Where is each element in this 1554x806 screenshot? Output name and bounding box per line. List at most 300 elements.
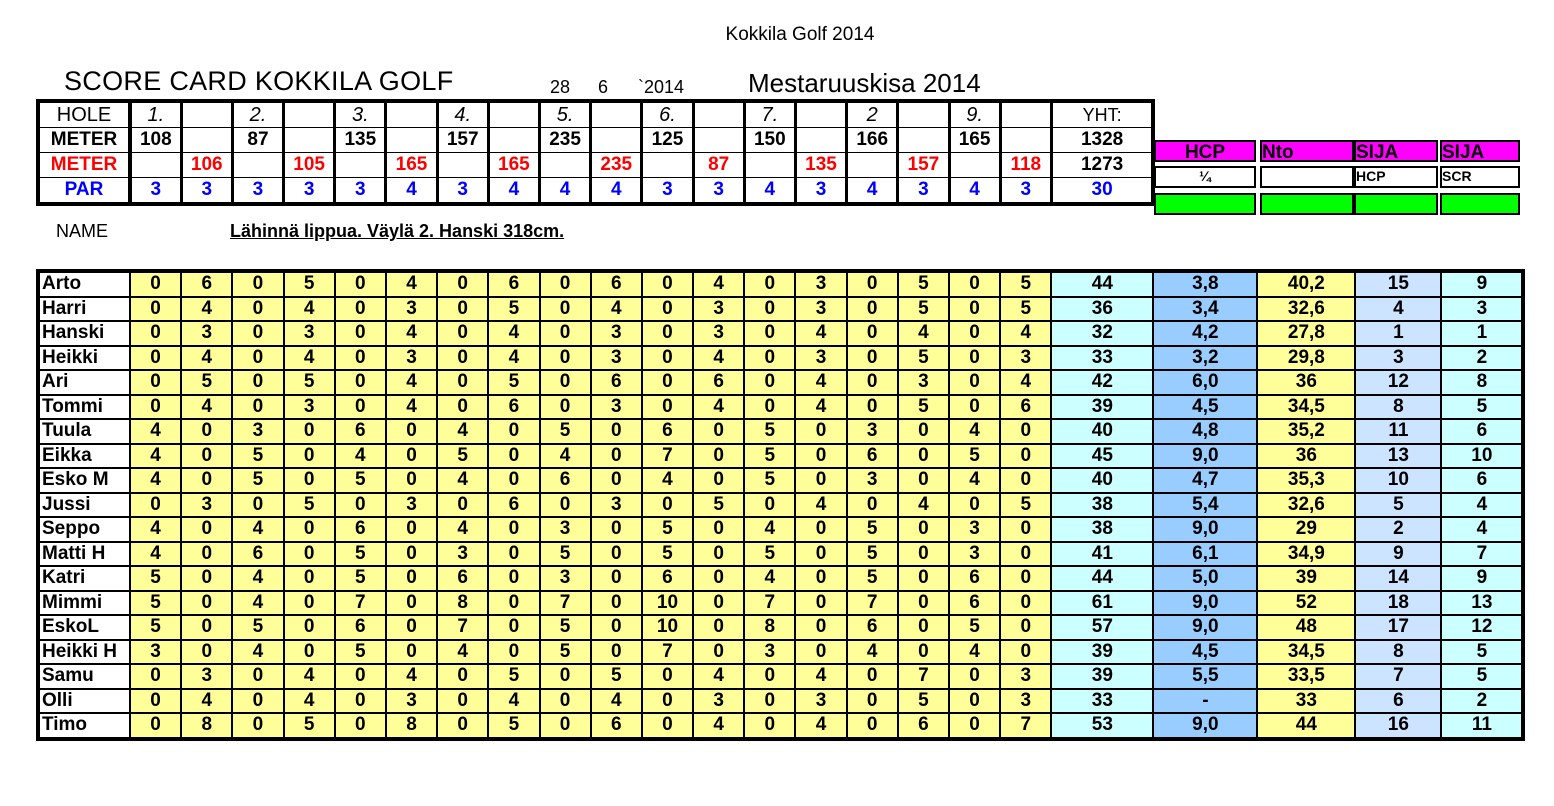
meter-white-cell [488,128,539,153]
hole-score: 0 [437,271,488,297]
player-hcp: 3,2 [1153,346,1257,371]
hole-score: 3 [284,321,335,346]
hole-score: 4 [284,689,335,714]
player-hcp: 5,5 [1153,664,1257,689]
player-total: 39 [1051,664,1153,689]
hole-score: 0 [642,493,693,518]
meter-red-cell [232,153,283,178]
hole-score: 7 [642,444,693,469]
player-name: Olli [38,689,130,714]
player-net: 48 [1257,615,1355,640]
hole-score: 0 [1000,566,1051,591]
player-rank-scr: 5 [1441,664,1523,689]
player-net: 35,3 [1257,468,1355,493]
hole-score: 7 [437,615,488,640]
hole-score: 5 [847,542,898,567]
hole-score: 0 [591,542,642,567]
hole-score: 6 [591,271,642,297]
player-row [38,542,1523,567]
hole-score: 6 [437,566,488,591]
hole-score: 4 [488,346,539,371]
player-total: 53 [1051,713,1153,739]
meter-red-cell [949,153,1000,178]
player-rank-hcp: 12 [1355,370,1441,395]
hole-score: 0 [540,689,591,714]
hole-score: 0 [795,542,846,567]
player-net: 39 [1257,566,1355,591]
player-net: 29,8 [1257,346,1355,371]
hole-score: 0 [232,370,283,395]
hole-score: 0 [744,370,795,395]
meter-white-cell [386,128,437,153]
meter-white-total: 1328 [1051,128,1153,153]
hole-score: 5 [232,468,283,493]
par-cell: 3 [284,178,335,205]
par-label: PAR [38,178,130,205]
hole-total: YHT: [1051,101,1153,128]
hole-score: 5 [847,517,898,542]
hole-score: 5 [642,517,693,542]
hole-score: 4 [232,566,283,591]
hole-score: 5 [898,271,949,297]
meter-white-cell: 125 [642,128,693,153]
hole-score: 0 [642,713,693,739]
player-hcp: 5,0 [1153,566,1257,591]
hole-score: 0 [847,346,898,371]
hole-score: 4 [181,395,232,420]
event-title: Mestaruuskisa 2014 [748,68,981,98]
hole-score: 0 [540,370,591,395]
hole-score: 0 [642,297,693,322]
hole-score: 0 [181,444,232,469]
hole-score: 3 [847,419,898,444]
hole-score: 6 [642,566,693,591]
player-hcp: 9,0 [1153,615,1257,640]
hole-score: 3 [795,271,846,297]
hole-score: 0 [181,566,232,591]
hole-score: 0 [693,517,744,542]
hole-score: 4 [795,713,846,739]
hole-score: 4 [795,664,846,689]
hole-score: 0 [181,615,232,640]
player-name: Seppo [38,517,130,542]
hole-score: 5 [642,542,693,567]
hole-score: 0 [232,321,283,346]
hole-score: 0 [949,689,1000,714]
hole-score: 7 [335,591,386,616]
hole-score: 0 [693,419,744,444]
hole-score: 6 [488,493,539,518]
hole-score: 0 [488,542,539,567]
hole-score: 0 [591,444,642,469]
sija-hcp-sub-label: HCP [1356,168,1386,184]
hole-score: 0 [130,370,181,395]
meter-white-cell [591,128,642,153]
hole-score: 0 [898,640,949,665]
par-cell: 3 [130,178,181,205]
hole-score: 4 [232,517,283,542]
hole-cell [284,101,335,128]
hole-score: 4 [898,321,949,346]
player-rank-scr: 11 [1441,713,1523,739]
hole-score: 0 [540,321,591,346]
player-row [38,689,1523,714]
hole-score: 0 [488,615,539,640]
hole-score: 5 [335,566,386,591]
par-cell: 4 [386,178,437,205]
player-rank-hcp: 10 [1355,468,1441,493]
meter-red-cell: 87 [693,153,744,178]
hole-score: 4 [693,346,744,371]
hole-score: 0 [284,444,335,469]
hcp-header [1154,140,1256,162]
hole-cell [181,101,232,128]
player-row [38,297,1523,322]
hole-score: 0 [642,321,693,346]
player-hcp: 4,7 [1153,468,1257,493]
hole-score: 10 [642,591,693,616]
hole-score: 5 [1000,271,1051,297]
hole-score: 0 [335,493,386,518]
hole-score: 4 [642,468,693,493]
player-hcp: 4,5 [1153,640,1257,665]
hole-score: 0 [540,664,591,689]
hole-score: 0 [1000,419,1051,444]
hole-score: 0 [642,271,693,297]
hole-score: 4 [949,640,1000,665]
hole-score: 0 [488,468,539,493]
par-cell: 4 [488,178,539,205]
meter-white-cell: 235 [540,128,591,153]
player-name: Samu [38,664,130,689]
hole-score: 0 [181,542,232,567]
hole-score: 0 [847,321,898,346]
player-total: 38 [1051,493,1153,518]
hole-score: 8 [181,713,232,739]
hole-score: 0 [284,542,335,567]
hole-score: 0 [1000,542,1051,567]
hole-score: 4 [693,271,744,297]
hole-score: 0 [795,444,846,469]
meter-red-cell: 135 [795,153,846,178]
player-rank-hcp: 16 [1355,713,1441,739]
hole-score: 0 [847,493,898,518]
player-rank-hcp: 15 [1355,271,1441,297]
hole-score: 0 [488,517,539,542]
par-cell: 3 [795,178,846,205]
hole-score: 0 [1000,591,1051,616]
player-name: Hanski [38,321,130,346]
par-cell: 4 [744,178,795,205]
hole-score: 0 [232,297,283,322]
player-rank-hcp: 5 [1355,493,1441,518]
hole-score: 3 [795,346,846,371]
hole-score: 5 [335,468,386,493]
player-hcp: 5,4 [1153,493,1257,518]
player-rank-hcp: 13 [1355,444,1441,469]
player-name: Tommi [38,395,130,420]
hole-score: 7 [847,591,898,616]
hole-score: 6 [693,370,744,395]
hole-score: 0 [744,713,795,739]
hole-score: 0 [386,566,437,591]
hole-score: 4 [130,517,181,542]
hole-score: 0 [130,493,181,518]
hole-score: 4 [232,591,283,616]
hole-score: 5 [540,640,591,665]
hole-score: 3 [744,640,795,665]
meter-red-cell: 157 [898,153,949,178]
hole-score: 6 [335,517,386,542]
hole-score: 10 [642,615,693,640]
meter-white-cell: 157 [437,128,488,153]
hole-cell: 5. [540,101,591,128]
scorecard-date [550,77,684,98]
hole-score: 0 [488,566,539,591]
hole-score: 0 [795,640,846,665]
hole-score: 0 [232,271,283,297]
hole-score: 0 [744,297,795,322]
hole-score: 0 [642,395,693,420]
hole-score: 0 [1000,615,1051,640]
hole-score: 5 [488,370,539,395]
meter-red-cell: 235 [591,153,642,178]
player-net: 33,5 [1257,664,1355,689]
player-rank-scr: 6 [1441,419,1523,444]
hole-score: 0 [847,664,898,689]
hole-score: 0 [232,664,283,689]
hole-score: 5 [130,615,181,640]
hole-score: 3 [386,346,437,371]
hole-score: 3 [795,297,846,322]
hole-score: 0 [591,615,642,640]
hole-score: 0 [744,346,795,371]
player-rank-scr: 13 [1441,591,1523,616]
hole-score: 5 [540,542,591,567]
hole-score: 4 [795,321,846,346]
player-row [38,713,1523,739]
par-cell: 3 [1000,178,1051,205]
hole-score: 5 [898,395,949,420]
hole-score: 0 [335,395,386,420]
hole-score: 5 [335,542,386,567]
hole-score: 0 [744,271,795,297]
player-total: 32 [1051,321,1153,346]
hole-score: 5 [284,493,335,518]
hole-score: 3 [1000,689,1051,714]
hole-score: 0 [130,321,181,346]
hole-score: 0 [642,689,693,714]
hole-score: 0 [744,664,795,689]
meter-red-total: 1273 [1051,153,1153,178]
player-rank-hcp: 6 [1355,689,1441,714]
hole-score: 4 [949,468,1000,493]
player-name: Katri [38,566,130,591]
hole-score: 5 [949,615,1000,640]
hole-score: 5 [898,297,949,322]
hole-score: 0 [540,271,591,297]
par-row [38,178,1153,205]
player-rank-scr: 5 [1441,395,1523,420]
player-rank-scr: 2 [1441,689,1523,714]
player-net: 32,6 [1257,493,1355,518]
meter-red-cell [744,153,795,178]
hole-score: 0 [284,640,335,665]
hole-score: 0 [386,615,437,640]
par-cell: 3 [181,178,232,205]
hole-score: 0 [386,591,437,616]
hole-score: 5 [744,468,795,493]
player-rank-scr: 6 [1441,468,1523,493]
hole-score: 0 [130,713,181,739]
hole-score: 5 [284,370,335,395]
player-total: 33 [1051,346,1153,371]
hole-score: 3 [232,419,283,444]
meter-white-label: METER [38,128,130,153]
hole-score: 4 [284,346,335,371]
hole-cell: 2 [847,101,898,128]
hole-score: 3 [847,468,898,493]
player-row [38,566,1523,591]
hole-score: 0 [898,566,949,591]
hole-score: 3 [130,640,181,665]
nto-header-label: Nto [1262,142,1294,163]
hole-score: 0 [693,615,744,640]
nto-header [1260,140,1354,162]
hole-score: 5 [1000,297,1051,322]
hole-score: 0 [437,664,488,689]
hole-score: 0 [130,664,181,689]
hole-score: 0 [898,468,949,493]
hole-score: 0 [386,640,437,665]
hole-score: 3 [949,542,1000,567]
hole-score: 8 [386,713,437,739]
player-net: 33 [1257,689,1355,714]
player-hcp: 3,4 [1153,297,1257,322]
hole-score: 6 [898,713,949,739]
hole-score: 6 [335,419,386,444]
hole-score: 0 [284,468,335,493]
meter-red-cell: 165 [386,153,437,178]
hole-score: 4 [591,689,642,714]
player-net: 27,8 [1257,321,1355,346]
hole-score: 6 [949,591,1000,616]
sija-hcp-header-label: SIJA [1356,142,1399,163]
hole-score: 4 [898,493,949,518]
score-table [36,269,1525,741]
hole-score: 0 [847,297,898,322]
hole-score: 6 [642,419,693,444]
hole-score: 0 [335,689,386,714]
hole-cell: 4. [437,101,488,128]
player-rank-scr: 7 [1441,542,1523,567]
hole-score: 0 [181,468,232,493]
hole-score: 4 [693,395,744,420]
hole-score: 0 [591,566,642,591]
hole-score: 4 [437,468,488,493]
hole-score: 0 [232,689,283,714]
meter-red-cell: 106 [181,153,232,178]
hole-score: 4 [284,664,335,689]
hole-cell [898,101,949,128]
hole-score: 0 [284,591,335,616]
hole-score: 0 [284,615,335,640]
hole-score: 6 [847,444,898,469]
hole-score: 5 [181,370,232,395]
hole-score: 4 [795,493,846,518]
hole-score: 7 [898,664,949,689]
hcp-fraction-box [1154,166,1256,188]
green-box-2 [1260,193,1354,215]
sija-hcp-sub-box [1354,166,1438,188]
player-name: Ari [38,370,130,395]
hcp-fraction-value: ¼ [1199,168,1211,184]
player-row [38,517,1523,542]
scorecard-title: SCORE CARD KOKKILA GOLF [64,66,454,96]
hole-score: 6 [591,713,642,739]
meter-white-cell [795,128,846,153]
hole-score: 6 [488,395,539,420]
hole-score: 3 [949,517,1000,542]
hole-score: 5 [232,444,283,469]
hole-score: 4 [130,419,181,444]
hole-score: 3 [591,493,642,518]
player-row [38,640,1523,665]
meter-white-cell: 108 [130,128,181,153]
hole-score: 0 [847,370,898,395]
hole-score: 0 [130,395,181,420]
hole-score: 0 [181,591,232,616]
sija-scr-sub-label: SCR [1442,168,1472,184]
hole-score: 0 [795,566,846,591]
hole-score: 0 [898,419,949,444]
player-total: 45 [1051,444,1153,469]
hole-score: 0 [232,493,283,518]
par-cell: 3 [642,178,693,205]
hole-score: 0 [591,419,642,444]
player-rank-scr: 10 [1441,444,1523,469]
player-hcp: 3,8 [1153,271,1257,297]
hole-score: 3 [386,297,437,322]
hole-score: 0 [744,493,795,518]
hole-score: 6 [232,542,283,567]
hole-score: 0 [386,419,437,444]
hole-score: 3 [898,370,949,395]
hole-score: 3 [540,566,591,591]
player-total: 40 [1051,419,1153,444]
player-net: 44 [1257,713,1355,739]
hole-score: 4 [386,271,437,297]
player-row [38,370,1523,395]
hole-score: 0 [386,444,437,469]
hole-score: 4 [386,321,437,346]
player-name: Heikki [38,346,130,371]
player-hcp: 9,0 [1153,591,1257,616]
course-info-table [36,99,1155,206]
hole-score: 0 [335,664,386,689]
meter-red-cell [847,153,898,178]
hole-cell: 1. [130,101,181,128]
hole-cell [488,101,539,128]
hole-score: 4 [181,689,232,714]
hole-score: 0 [949,297,1000,322]
player-total: 33 [1051,689,1153,714]
hole-score: 0 [591,468,642,493]
hole-score: 5 [744,419,795,444]
hole-score: 0 [130,689,181,714]
player-net: 36 [1257,370,1355,395]
hole-score: 5 [744,542,795,567]
